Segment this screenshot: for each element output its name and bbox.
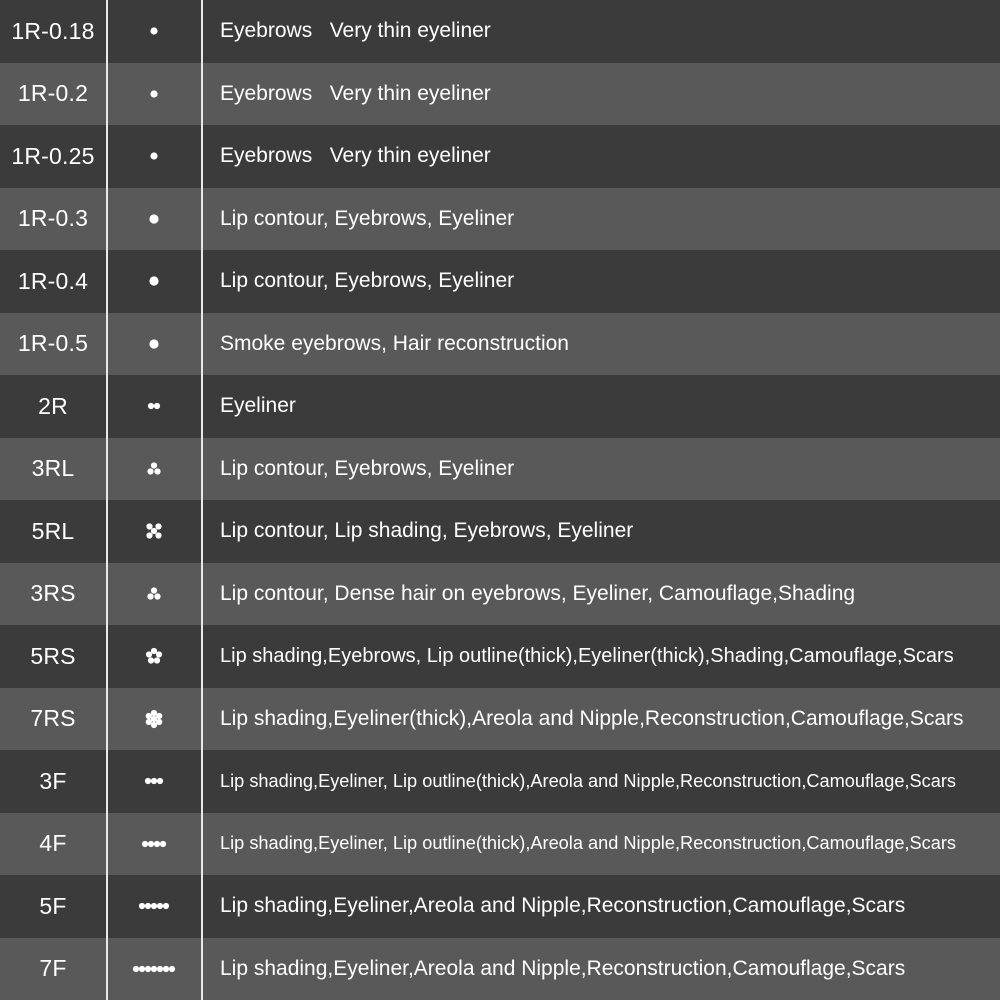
single-dot-icon [106,333,202,355]
seven-dots-flower-icon [106,708,202,730]
application-description: Lip contour, Lip shading, Eyebrows, Eyeliner [220,519,634,543]
needle-code: 4F [39,830,67,857]
application-description: Eyebrows Very thin eyeliner [220,81,491,105]
two-dots-icon [106,395,202,417]
table-row [0,875,1000,938]
application-description: Smoke eyebrows, Hair reconstruction [220,331,569,355]
needle-code: 5RS [30,642,76,669]
application-description: Lip shading,Eyeliner,Areola and Nipple,Reconstruction,Camouflage,Scars [220,894,906,918]
table-row [0,63,1000,126]
table-row [0,125,1000,188]
column-divider-right [201,0,203,1000]
five-dots-row-icon [106,895,202,917]
application-description: Lip shading,Eyeliner,Areola and Nipple,Reconstruction,Camouflage,Scars [220,956,906,980]
needle-code: 5F [39,892,67,919]
application-description: Eyebrows Very thin eyeliner [220,144,491,168]
needle-code: 1R-0.25 [11,142,95,169]
needle-code: 1R-0.2 [17,80,89,107]
four-dots-row-icon [106,833,202,855]
table-row [0,625,1000,688]
table-row [0,563,1000,626]
table-row [0,500,1000,563]
three-dots-cluster-icon [106,583,202,605]
table-row [0,0,1000,63]
needle-code: 3F [39,767,67,794]
five-dots-flower-icon [106,645,202,667]
table-row [0,438,1000,501]
five-dots-cluster-icon [106,520,202,542]
table-row [0,375,1000,438]
needle-code: 7F [39,955,67,982]
application-description: Eyebrows Very thin eyeliner [220,19,491,43]
table-row [0,938,1000,1000]
three-dots-cluster-icon [106,458,202,480]
three-dots-row-icon [106,770,202,792]
single-dot-icon [106,208,202,230]
single-dot-icon [106,20,202,42]
single-dot-icon [106,145,202,167]
single-dot-icon [106,270,202,292]
table-row [0,188,1000,251]
application-description: Lip shading,Eyeliner, Lip outline(thick),Areola and Nipple,Reconstruction,Camouflage,Scars [220,833,956,854]
application-description: Eyeliner [220,394,296,418]
table-row [0,813,1000,876]
application-description: Lip contour, Eyebrows, Eyeliner [220,269,515,293]
application-description: Lip contour, Dense hair on eyebrows, Eyeliner, Camouflage,Shading [220,581,856,605]
table-row [0,750,1000,813]
needle-code: 7RS [30,705,76,732]
application-description: Lip shading,Eyeliner(thick),Areola and Nipple,Reconstruction,Camouflage,Scars [220,706,964,730]
column-divider-left [106,0,108,1000]
table-row [0,250,1000,313]
seven-dots-row-icon [106,958,202,980]
needle-code: 1R-0.5 [17,330,89,357]
needle-code: 1R-0.4 [17,267,89,294]
application-description: Lip shading,Eyeliner, Lip outline(thick),Areola and Nipple,Reconstruction,Camouflage,Scars [220,770,956,791]
needle-code: 2R [38,392,68,419]
table-row [0,313,1000,376]
needle-code: 1R-0.18 [11,17,95,44]
single-dot-icon [106,83,202,105]
needle-code: 3RL [31,455,75,482]
application-description: Lip contour, Eyebrows, Eyeliner [220,456,515,480]
needle-code: 3RS [30,580,76,607]
needle-code: 1R-0.3 [17,205,89,232]
application-description: Lip shading,Eyebrows, Lip outline(thick),Eyeliner(thick),Shading,Camouflage,Scars [220,644,954,667]
table-row [0,688,1000,751]
application-description: Lip contour, Eyebrows, Eyeliner [220,206,515,230]
needle-code: 5RL [31,517,75,544]
